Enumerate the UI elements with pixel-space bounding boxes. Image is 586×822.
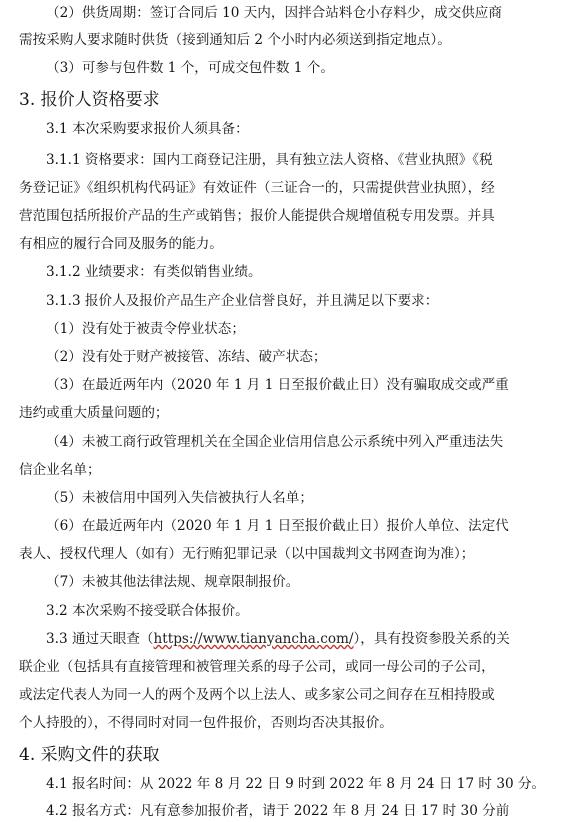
text-line: 有相应的履行合同及服务的能力。 bbox=[19, 236, 223, 252]
text-line: （6）在最近两年内（2020 年 1 月 1 日至报价截止日）报价人单位、法定代 bbox=[46, 518, 509, 534]
text-line: （7）未被其他法律法规、规章限制报价。 bbox=[46, 574, 300, 590]
section-heading-4: 4. 采购文件的获取 bbox=[19, 745, 160, 765]
text-line: 需按采购人要求随时供货（接到通知后 2 个小时内必须送到指定地点）。 bbox=[19, 32, 451, 48]
text-line: 3.1.2 业绩要求：有类似销售业绩。 bbox=[46, 264, 262, 280]
text-line: （2）供货周期：签订合同后 10 天内，因拌合站料仓小存料少，成交供应商 bbox=[46, 5, 502, 21]
text-line: 信企业名单； bbox=[19, 462, 101, 478]
text-line: 表人、授权代理人（如有）无行贿犯罪记录（以中国裁判文书网查询为准）； bbox=[19, 546, 475, 562]
text-line: （2）没有处于财产被接管、冻结、破产状态； bbox=[46, 349, 327, 365]
text-line: （1）没有处于被责令停业状态； bbox=[46, 321, 245, 337]
text-line: 4.2 报名方式：凡有意参加报价者，请于 2022 年 8 月 24 日 17 时 30 分前 bbox=[46, 803, 510, 819]
text-line: 3.2 本次采购不接受联合体报价。 bbox=[46, 603, 249, 619]
text-fragment: ），具有投资参股关系的关 bbox=[353, 631, 510, 647]
text-line: 3.1 本次采购要求报价人须具备： bbox=[46, 121, 249, 137]
text-line: （3）可参与包件数 1 个，可成交包件数 1 个。 bbox=[46, 60, 334, 76]
text-line: 3.1.1 资格要求：国内工商登记注册，具有独立法人资格、《营业执照》《税 bbox=[46, 152, 493, 168]
text-line: （3）在最近两年内（2020 年 1 月 1 日至报价截止日）没有骗取成交或严重 bbox=[46, 377, 509, 393]
tianyancha-link[interactable]: https://www.tianyancha.com/ bbox=[153, 631, 354, 647]
text-line bbox=[46, 629, 510, 649]
text-line: 联企业（包括具有直接管理和被管理关系的母子公司，或同一母公司的子公司， bbox=[19, 659, 495, 675]
text-line: 务登记证》《组织机构代码证》有效证件（三证合一的，只需提供营业执照），经 bbox=[19, 180, 495, 196]
text-line: （5）未被信用中国列入失信被执行人名单； bbox=[46, 490, 313, 506]
text-line: 或法定代表人为同一人的两个及两个以上法人、或多家公司之间存在互相持股或 bbox=[19, 687, 495, 703]
text-line: 个人持股的），不得同时对同一包件报价，否则均否决其报价。 bbox=[19, 715, 393, 731]
text-line: 营范围包括所报价产品的生产或销售；报价人能提供合规增值税专用发票。并具 bbox=[19, 208, 495, 224]
text-line: 违约或重大质量问题的； bbox=[19, 405, 169, 421]
text-line: 3.1.3 报价人及报价产品生产企业信誉良好，并且满足以下要求： bbox=[46, 293, 439, 309]
text-fragment: 3.3 通过天眼查（ bbox=[46, 631, 154, 647]
text-line: 4.1 报名时间：从 2022 年 8 月 22 日 9 时到 2022 年 8 月 24 日 17 时 30 分。 bbox=[46, 776, 546, 792]
text-line: （4）未被工商行政管理机关在全国企业信用信息公示系统中列入严重违法失 bbox=[46, 434, 504, 450]
section-heading-3: 3. 报价人资格要求 bbox=[19, 90, 160, 110]
